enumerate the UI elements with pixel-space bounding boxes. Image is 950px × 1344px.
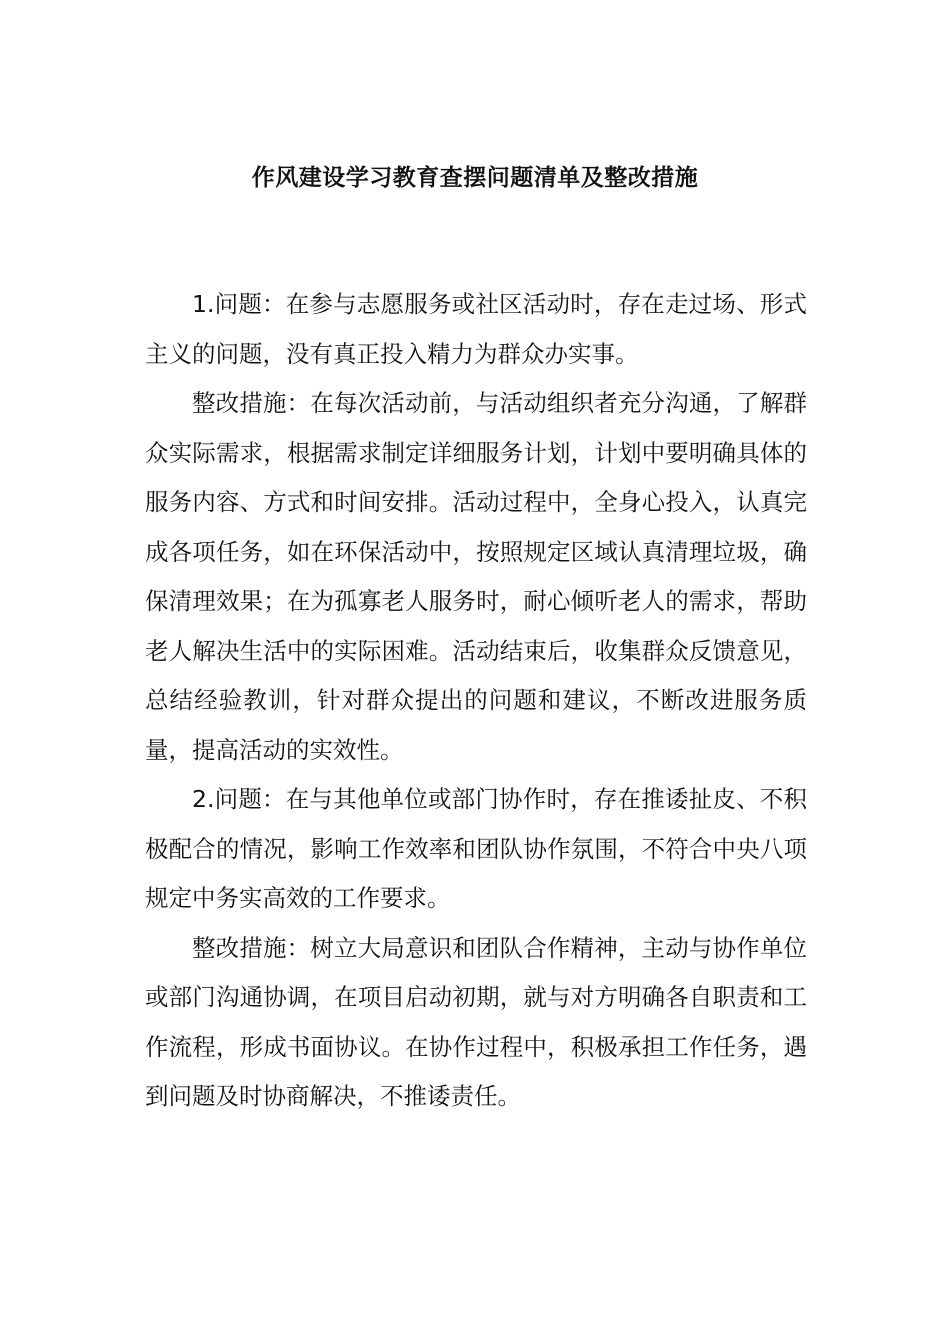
measure-2-paragraph: 整改措施：树立大局意识和团队合作精神，主动与协作单位或部门沟通协调，在项目启动初期，就与对方明确各自职责和工作流程，形成书面协议。在协作过程中，积极承担工作任务，遇到问题及时协商解决，不推诿责任。 <box>145 933 807 1110</box>
problem-1-paragraph: 1.问题：在参与志愿服务或社区活动时，存在走过场、形式主义的问题，没有真正投入精力为群众办实事。 <box>145 290 807 368</box>
problem-2-paragraph: 2.问题：在与其他单位或部门协作时，存在推诿扯皮、不积极配合的情况，影响工作效率和团队协作氛围，不符合中央八项规定中务实高效的工作要求。 <box>145 785 807 912</box>
measure-1-paragraph: 整改措施：在每次活动前，与活动组织者充分沟通，了解群众实际需求，根据需求制定详细服务计划，计划中要明确具体的服务内容、方式和时间安排。活动过程中，全身心投入，认真完成各项任务，如在环保活动中，按照规定区域认真清理垃圾，确保清理效果；在为孤寡老人服务时，耐心倾听老人的需求，帮助老人解决生活中的实际困难。活动结束后，收集群众反馈意见，总结经验教训，针对群众提出的问题和建议，不断改进服务质量，提高活动的实效性。 <box>145 389 807 764</box>
document-body <box>145 280 807 1122</box>
document-title: 作风建设学习教育查摆问题清单及整改措施 <box>251 165 699 191</box>
